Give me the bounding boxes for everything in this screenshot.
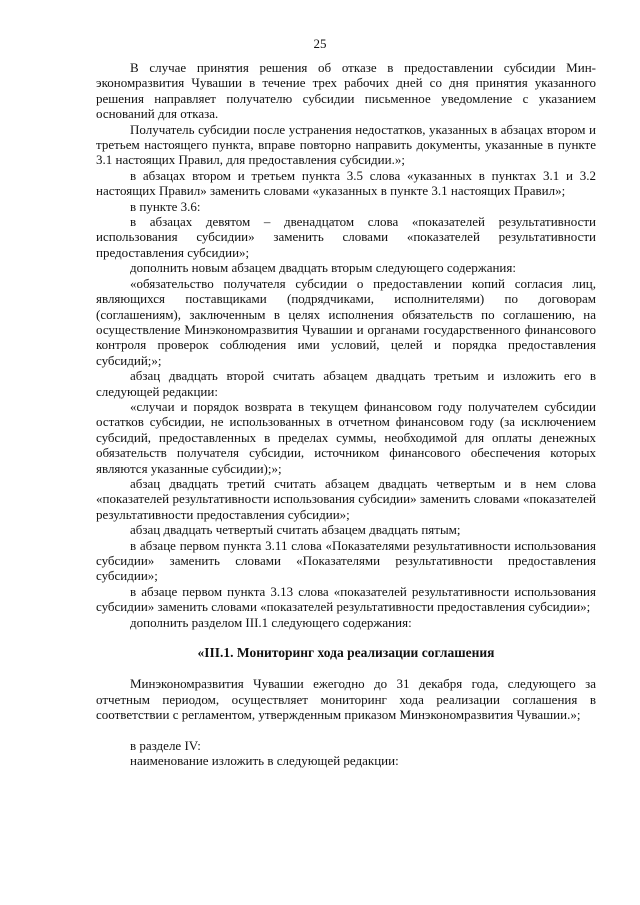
paragraph: «случаи и порядок возврата в текущем финансовом году получателем субсидии остатков субсидии, не использованных в отчетном финансовом году (за исключением субсидий, предоставленных в пределах суммы, необходимой для оплаты денежных обязательств получателя субсидии, источником финансового обеспечения которых являются указанные субсидии);»; bbox=[96, 398, 596, 476]
paragraph: абзац двадцать четвертый считать абзацем двадцать пятым; bbox=[130, 522, 461, 538]
paragraph: в абзаце первом пункта 3.13 слова «показателей результативности использования субсидии» заменить словами «показателей результативности предоставления субсидии»; bbox=[96, 583, 596, 615]
paragraph: В случае принятия решения об отказе в предоставлении субсидии Минэкономразвития Чувашии в течение трех рабочих дней со дня принятия указанного решения направляет получателю субсидии письменное уведомление с указанием оснований для отказа. bbox=[96, 60, 596, 122]
paragraph: Получатель субсидии после устранения недостатков, указанных в абзацах втором и третьем настоящего пункта, вправе повторно направить документы, указанные в пункте 3.1 настоящих Правил, для предоставления субсидии.»; bbox=[96, 121, 596, 168]
paragraph: в абзацах девятом – двенадцатом слова «показателей результативности использования субсидии» заменить словами «показателей результативности предоставления субсидии»; bbox=[96, 214, 596, 260]
section-heading: «III.1. Мониторинг хода реализации соглашения bbox=[197, 645, 495, 661]
page-number: 25 bbox=[313, 36, 327, 51]
paragraph: в пункте 3.6: bbox=[130, 198, 201, 214]
paragraph: наименование изложить в следующей редакции: bbox=[130, 753, 399, 769]
paragraph: «обязательство получателя субсидии о предоставлении копий согласия лиц, являющихся поставщиками (подрядчиками, исполнителями) по договорам (соглашениям), заключенным в целях исполнения обязательств по соглашению, на осуществление Минэкономразвития Чувашии и органами государственного финансового контроля проверок соблюдения ими условий, целей и порядка предоставления субсидий;»; bbox=[96, 275, 596, 368]
paragraph: абзац двадцать второй считать абзацем двадцать третьим и изложить его в следующей редакции: bbox=[96, 368, 596, 399]
paragraph: дополнить разделом III.1 следующего содержания: bbox=[130, 614, 412, 630]
paragraph: абзац двадцать третий считать абзацем двадцать четвертым и в нем слова «показателей результативности использования субсидии» заменить словами «показателей результативности предоставления субсидии»; bbox=[96, 475, 596, 522]
paragraph: дополнить новым абзацем двадцать вторым следующего содержания: bbox=[130, 260, 516, 276]
document-body bbox=[96, 60, 596, 768]
paragraph: Минэкономразвития Чувашии ежегодно до 31 декабря года, следующего за отчетным периодом, осуществляет мониторинг хода реализации соглашения в соответствии с регламентом, утвержденным приказом Минэкономразвития Чувашии.»; bbox=[96, 676, 596, 723]
paragraph: в абзацах втором и третьем пункта 3.5 слова «указанных в пунктах 3.1 и 3.2 настоящих Правил» заменить словами «указанных в пункте 3.1 настоящих Правил»; bbox=[96, 167, 596, 199]
paragraph: в абзаце первом пункта 3.11 слова «Показателями результативности использования субсидии» заменить словами «Показателями результативности предоставления субсидии»; bbox=[96, 537, 596, 584]
paragraph: в разделе IV: bbox=[130, 737, 201, 753]
